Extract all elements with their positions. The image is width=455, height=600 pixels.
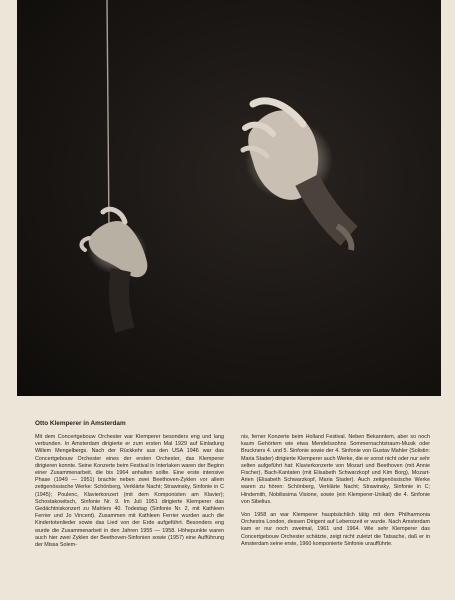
paragraph: Mit dem Concertgebouw Orchester war Klemperer besonders eng und lang verbunden. In Amsterdam dirigierte er zum ersten Mal 1929 auf Einladung Willem Mengelbergs. Nach der Rückkehr aus den USA 1946 war das Concertgebouw Orchester eines der ersten Orchester, das Klemperer dirigieren konnte. Seine Konzerte beim Festival in Interlaken waren der Beginn einer Zusammenarbeit, die bis 1964 anhalten sollte. Eine erste intensive Phase (1949 — 1951) brachte neben zwei Beethoven-Zyklen vor allem zeitgenössische Werke: Schönberg, Verklärte Nacht; Strawinsky, Sinfonie in C (1945); Poulenc, Klavierkonzert (mit dem Komponisten am Klavier); Schostakowitsch, Sinfonie Nr. 9. Im Juli 1951 dirigierte Klemperer das Gedächtniskonzert zu Mahlers 40. Todestag (Sinfonie Nr. 2, mit Kathleen Ferrier und Jo Vincent). Zusammen mit Kathleen Ferrier wurden auch die Kindertotenlieder sowie das Lied von der Erde aufgeführt. Besonders eng wurde die Zusammenarbeit in den Jahren 1955 — 1958. Höhepunkte waren auch hier zwei Zyklen der Beethoven-Sinfonien sowie (1957) eine Aufführung der Missa Solem- [35, 434, 224, 549]
photo-caption: Otto Klemperer in Amsterdam [35, 420, 126, 427]
article [35, 420, 430, 595]
right-hand [243, 101, 351, 250]
text-column-right [241, 434, 430, 579]
conductor-photo [17, 0, 441, 396]
paragraph: nis, ferner Konzerte beim Holland Festival. Neben Bekanntem, aber so noch kaum Gehörtem wie etwa Mendelssohns Sommernachtstraum-Musik oder Bruckners 4. und 5. Sinfonie sowie der 4. Sinfonie von Gustav Mahler (Solistin: Maria Stader) dirigierte Klemperer auch Werke, die er sonst nicht oder nur sehr selten aufgeführt hat: Klavierkonzerte von Mozart und Beethoven (mit Annie Fischer), Bach-Kantaten (mit Elisabeth Schwarzkopf und Kim Borg), Mozart-Arien (Elisabeth Schwarzkopf, Maria Stader). Auch zeitgenössische Werke waren zu hören: Schönberg, Verklärte Nacht; Strawinsky, Sinfonie in C; Hindemith, Nobilissima Visione, sowie (ein Klemperer-Unikat) die 4. Sinfonie von Sibelius. [241, 434, 430, 505]
conductor-hands-illustration [17, 0, 441, 396]
left-hand [82, 209, 148, 330]
text-column-left [35, 434, 224, 594]
paragraph: Von 1958 an war Klemperer hauptsächlich tätig mit dem Philharmonia Orchestra London, dessen Dirigent auf Lebenszeit er wurde. Nach Amsterdam kam er nur noch zweimal, 1961 und 1964. Wie sehr Klemperer das Concertgebouw Orchester schätzte, zeigt nicht zuletzt die Tatsache, daß er in Amsterdam seine erste, 1960 komponierte Sinfonie uraufführte. [241, 512, 430, 547]
baton [107, 0, 109, 230]
